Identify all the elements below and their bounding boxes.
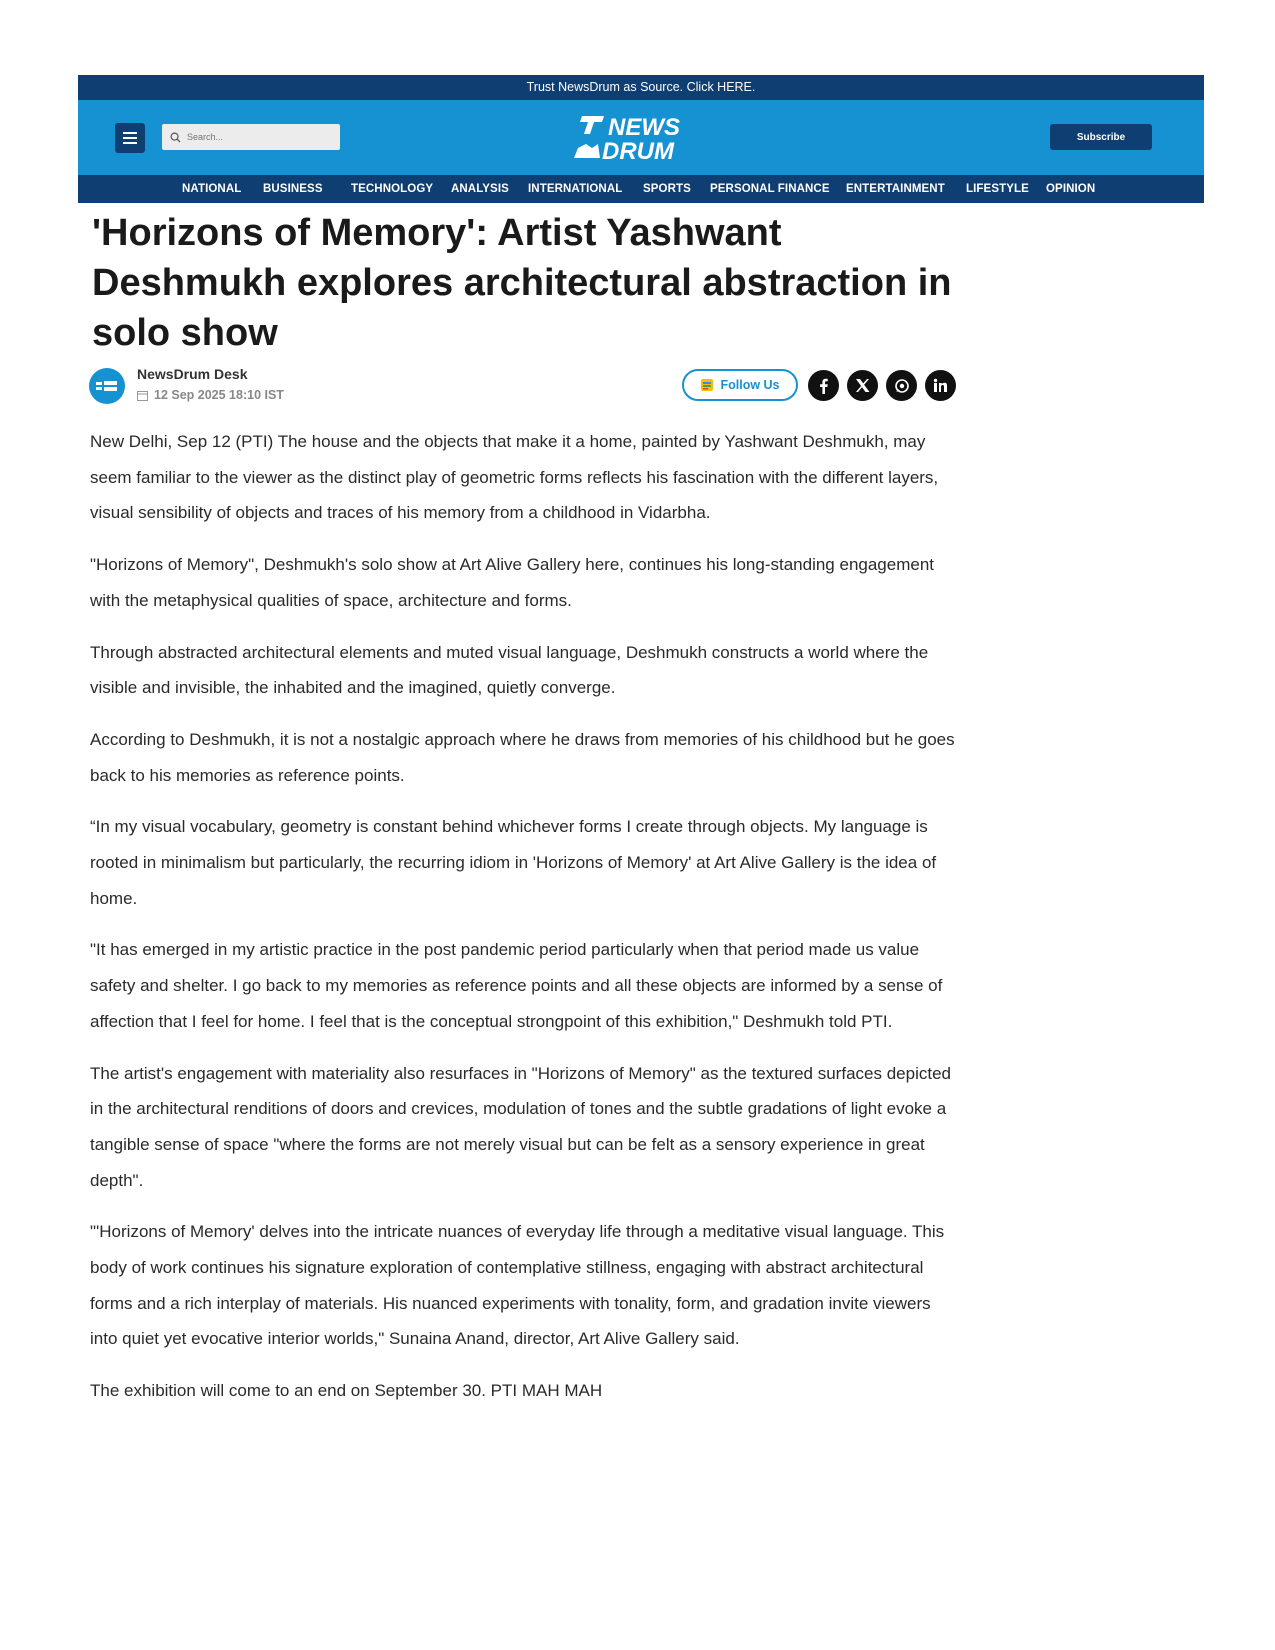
menu-icon-bar xyxy=(123,132,137,134)
share-whatsapp-button[interactable] xyxy=(886,370,917,401)
article-paragraph: The artist's engagement with materiality also resurfaces in "Horizons of Memory" as the textured surfaces depicted in the architectural renditions of doors and crevices, modulation of tones and the subtle gradations of light evoke a tangible sense of space "where the forms are not merely visual but can be felt as a sensory experience in great depth". xyxy=(90,1063,951,1190)
trust-bar-text[interactable]: Trust NewsDrum as Source. Click HERE. xyxy=(526,80,756,94)
post-date-text: 12 Sep 2025 18:10 IST xyxy=(154,388,284,402)
article-paragraph: “In my visual vocabulary, geometry is constant behind whichever forms I create through objects. My language is rooted in minimalism but particularly, the recurring idiom in 'Horizons of Memory' at Art Alive Gallery is the idea of home. xyxy=(90,817,937,908)
post-date xyxy=(137,388,284,402)
article-headline: 'Horizons of Memory': Artist Yashwant Deshmukh explores architectural abstraction in solo show xyxy=(92,212,952,354)
linkedin-icon xyxy=(933,378,948,393)
facebook-icon xyxy=(816,378,832,394)
article-body xyxy=(90,424,960,1425)
nav-item-national[interactable]: NATIONAL xyxy=(182,183,242,195)
search-icon xyxy=(170,132,181,143)
calendar-icon xyxy=(137,390,148,401)
menu-icon-bar xyxy=(123,142,137,144)
search-input[interactable] xyxy=(185,131,329,143)
follow-us-button[interactable] xyxy=(682,369,798,401)
newsdrum-avatar-icon xyxy=(96,380,118,392)
whatsapp-icon xyxy=(894,378,910,394)
article-paragraph: "Horizons of Memory", Deshmukh's solo show at Art Alive Gallery here, continues his long-standing engagement with the metaphysical qualities of space, architecture and forms. xyxy=(90,555,935,610)
logo-line2: DRUM xyxy=(602,138,674,164)
article-byline xyxy=(89,366,959,410)
google-news-icon xyxy=(700,378,714,392)
article-paragraph: "'Horizons of Memory' delves into the intricate nuances of everyday life through a meditative visual language. This body of work continues his signature exploration of contemplative stillness, engaging with abstract architectural forms and a rich interplay of materials. His nuanced experiments with tonality, form, and gradation invite viewers into quiet yet evocative interior worlds," Sunaina Anand, director, Art Alive Gallery said. xyxy=(90,1222,945,1349)
logo-line1: NEWS xyxy=(608,114,680,141)
follow-us-label: Follow Us xyxy=(720,378,780,392)
nav-item-sports[interactable]: SPORTS xyxy=(643,183,691,195)
nav-item-technology[interactable]: TECHNOLOGY xyxy=(351,183,434,195)
article-paragraph: According to Deshmukh, it is not a nostalgic approach where he draws from memories of his childhood but he goes back to his memories as reference points. xyxy=(90,729,955,785)
share-facebook-button[interactable] xyxy=(808,370,839,401)
nav-item-analysis[interactable]: ANALYSIS xyxy=(451,183,509,195)
trust-bar[interactable] xyxy=(78,75,1204,100)
author-name[interactable]: NewsDrum Desk xyxy=(137,366,248,382)
search-box[interactable] xyxy=(162,124,340,150)
site-header xyxy=(78,100,1204,175)
article-paragraph: New Delhi, Sep 12 (PTI) The house and the objects that make it a home, painted by Yashwant Deshmukh, may seem familiar to the viewer as the distinct play of geometric forms reflects his fascination with the different layers, visual sensibility of objects and traces of his memory from a childhood in Vidarbha. xyxy=(90,432,939,523)
nav-item-business[interactable]: BUSINESS xyxy=(263,183,323,195)
article-paragraph: "It has emerged in my artistic practice in the post pandemic period particularly when that period made us value safety and shelter. I go back to my memories as reference points and all these objects are informed by a sense of affection that I feel for home. I feel that is the conceptual strongpoint of this exhibition," Deshmukh told PTI. xyxy=(90,940,943,1031)
nav-item-personal-finance[interactable]: PERSONAL FINANCE xyxy=(710,183,830,195)
nav-item-opinion[interactable]: OPINION xyxy=(1046,183,1096,195)
article-paragraph: Through abstracted architectural elements and muted visual language, Deshmukh constructs a world where the visible and invisible, the inhabited and the imagined, quietly converge. xyxy=(90,642,929,698)
menu-icon-bar xyxy=(123,137,137,139)
newsdrum-logo[interactable] xyxy=(572,114,708,164)
x-icon xyxy=(855,378,870,393)
share-linkedin-button[interactable] xyxy=(925,370,956,401)
menu-button[interactable] xyxy=(115,123,145,153)
nav-item-entertainment[interactable]: ENTERTAINMENT xyxy=(846,183,945,195)
share-x-button[interactable] xyxy=(847,370,878,401)
subscribe-button[interactable]: Subscribe xyxy=(1050,124,1152,150)
article-paragraph: The exhibition will come to an end on September 30. PTI MAH MAH xyxy=(90,1381,603,1401)
nav-item-international[interactable]: INTERNATIONAL xyxy=(528,183,623,195)
page-header xyxy=(78,75,1204,203)
nav-item-lifestyle[interactable]: LIFESTYLE xyxy=(966,183,1029,195)
avatar[interactable] xyxy=(89,368,125,404)
main-nav xyxy=(78,175,1204,203)
